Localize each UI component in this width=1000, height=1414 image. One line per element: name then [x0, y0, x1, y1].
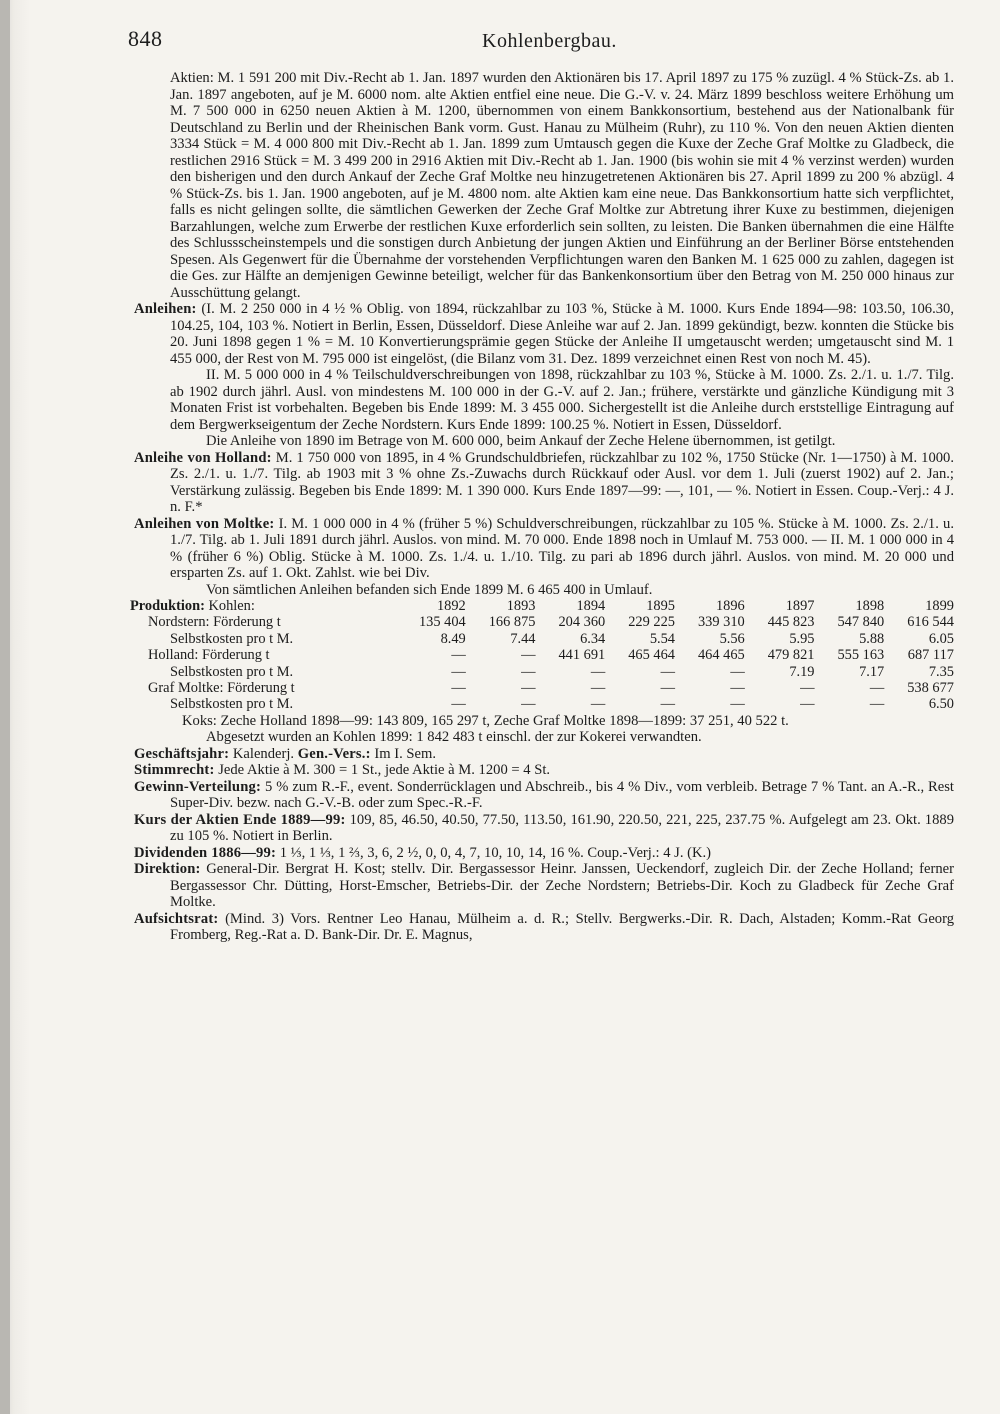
- section-label: Stimmrecht:: [134, 762, 215, 779]
- production-row: [130, 631, 960, 647]
- value-cell: —: [730, 680, 745, 697]
- section-aufsichtsrat: [122, 911, 954, 944]
- section-text: Im I. Sem.: [374, 745, 436, 762]
- page-binding-edge: [0, 0, 10, 1414]
- production-table: [130, 598, 960, 713]
- section-direktion: [122, 861, 954, 911]
- value-cell: 547 840: [837, 614, 885, 631]
- row-label: Selbstkosten pro t M.: [170, 696, 294, 713]
- koks-note: Koks: Zeche Holland 1898—99: 143 809, 165 297 t, Zeche Graf Moltke 1898—1899: 37 251, 40 522 t.: [182, 712, 789, 729]
- value-cell: —: [521, 647, 536, 664]
- anleihen-total: [122, 582, 954, 599]
- row-label: Graf Moltke: Förderung t: [148, 680, 295, 697]
- production-header-row: [130, 598, 960, 614]
- value-cell: —: [869, 680, 885, 697]
- section-anleihen-moltke: [122, 516, 954, 582]
- section-label: Kurs der Aktien Ende 1889—99:: [134, 811, 346, 828]
- section-label: Anleihe von Holland:: [134, 449, 272, 466]
- value-cell: —: [451, 696, 466, 713]
- production-row: [130, 680, 960, 696]
- value-cell: —: [730, 696, 745, 713]
- row-label: Selbstkosten pro t M.: [170, 630, 294, 647]
- value-cell: 687 117: [907, 647, 954, 664]
- page-number: 848: [128, 26, 163, 51]
- value-cell: —: [590, 680, 606, 697]
- section-text: 109, 85, 46.50, 40.50, 77.50, 113.50, 161.90, 220.50, 221, 225, 237.75 %. Aufgelegt am 23. Okt. 1889 zu 105 %. Notiert in Berlin.: [170, 811, 954, 845]
- year-cell: 1896: [715, 598, 745, 614]
- value-cell: 5.54: [649, 630, 675, 647]
- value-cell: —: [800, 696, 815, 713]
- value-cell: —: [451, 680, 466, 697]
- value-cell: 166 875: [488, 614, 536, 631]
- value-cell: 7.17: [859, 663, 885, 680]
- section-label: Anleihen von Moltke:: [134, 515, 275, 532]
- value-cell: —: [521, 680, 536, 697]
- value-cell: 6.34: [580, 630, 606, 647]
- section-anleihen: [122, 301, 954, 367]
- section-text: Von sämtlichen Anleihen befanden sich Ende 1899 M. 6 465 400 in Umlauf.: [206, 581, 653, 598]
- value-cell: —: [660, 663, 675, 680]
- section-label: Gen.-Vers.:: [297, 745, 371, 762]
- section-label: Produktion:: [130, 598, 205, 614]
- section-text: General-Dir. Bergrat H. Kost; stellv. Dir. Bergassessor Heinr. Janssen, Ueckendorf, zugleich Dir. der Zeche Holland; ferner Bergassessor Chr. Dütting, Horst-Emscher, Betriebs-Dir. der Zeche Nordstern; Betriebs-Dir. Koch zu Gladbeck für Zeche Graf Moltke.: [170, 861, 954, 911]
- section-label: Geschäftsjahr:: [134, 745, 230, 762]
- value-cell: —: [451, 647, 466, 664]
- value-cell: —: [590, 663, 606, 680]
- year-cell: 1894: [576, 598, 606, 614]
- production-row: [130, 647, 960, 663]
- section-label: Gewinn-Verteilung:: [134, 778, 262, 795]
- section-dividenden: [122, 845, 954, 862]
- section-text: (Mind. 3) Vors. Rentner Leo Hanau, Mülheim a. d. R.; Stellv. Bergwerks.-Dir. R. Dach, Alstaden; Komm.-Rat Georg Fromberg, Reg.-Rat a. D. Bank-Dir. Dr. E. Magnus,: [170, 910, 954, 944]
- value-cell: 6.50: [928, 696, 954, 713]
- section-label: Direktion:: [134, 861, 201, 878]
- value-cell: —: [451, 663, 466, 680]
- value-cell: 616 544: [907, 614, 954, 631]
- value-cell: 204 360: [558, 614, 606, 631]
- section-gewinn-verteilung: [122, 779, 954, 812]
- running-title: Kohlenbergbau.: [482, 30, 617, 52]
- production-row: [130, 696, 960, 712]
- section-label: Dividenden 1886—99:: [134, 844, 277, 861]
- year-cell: 1898: [855, 598, 885, 614]
- value-cell: 7.35: [928, 663, 954, 680]
- section-label: Anleihen:: [134, 301, 197, 317]
- section-anleihe-holland: [122, 450, 954, 516]
- year-cell: 1893: [506, 598, 536, 614]
- section-stimmrecht: [122, 762, 954, 779]
- value-cell: —: [660, 696, 675, 713]
- anleihen-ii: [122, 367, 954, 433]
- section-text: Kalenderj.: [232, 745, 295, 762]
- section-text: M. 1 750 000 von 1895, in 4 % Grundschuldbriefen, rückzahlbar zu 102 %, 1750 Stücke (Nr. 1—1750) à M. 1000. Zs. 2./1. u. 1./7. Tilg. ab 1903 mit 3 % ohne Zs.-Zuwachs durch Rückkauf oder Ausl. vor dem 1. Juli (zuerst 1902) auf 2. Jan.; Verstärkung zulässig. Begeben bis Ende 1899: M. 1 390 000. Kurs Ende 1897—99: —, 101, — %. Notiert in Essen. Coup.-Verj.: 4 J. n. F.*: [170, 449, 954, 515]
- production-row: [130, 664, 960, 680]
- production-label-cell: [130, 598, 402, 614]
- abgesetzt-note: [122, 729, 954, 746]
- year-cell: 1899: [925, 598, 954, 614]
- value-cell: 8.49: [440, 630, 466, 647]
- value-cell: 5.95: [789, 630, 815, 647]
- row-label: Holland: Förderung t: [148, 647, 270, 664]
- value-cell: 135 404: [418, 614, 466, 631]
- section-text: 5 % zum R.-F., event. Sonderrücklagen und Abschreib., bis 4 % Div., vom verbleib. Betrage 7 % Tant. an A.-R., Rest Super-Div. bezw. nach G.-V.-B. oder zum Spec.-R.-F.: [170, 778, 954, 812]
- year-cell: 1895: [646, 598, 675, 614]
- section-text: Abgesetzt wurden an Kohlen 1899: 1 842 483 t einschl. der zur Kokerei verwandten.: [206, 729, 702, 746]
- value-cell: —: [521, 663, 536, 680]
- value-cell: 465 464: [628, 647, 675, 664]
- value-cell: 229 225: [628, 614, 675, 631]
- section-label: Aufsichtsrat:: [134, 910, 219, 927]
- row-label: Nordstern: Förderung t: [148, 614, 281, 631]
- value-cell: —: [521, 696, 536, 713]
- value-cell: 5.56: [719, 630, 745, 647]
- anleihen-1890: [122, 433, 954, 450]
- value-cell: 445 823: [767, 614, 815, 631]
- value-cell: 7.44: [510, 630, 536, 647]
- aktien-continuation: Aktien: M. 1 591 200 mit Div.-Recht ab 1. Jan. 1897 wurden den Aktionären bis 17. April 1897 zu 175 % zuzügl. 4 % Stück-Zs. ab 1. Jan. 1897 angeboten, auf je M. 6000 nom. alte Aktien entfiel eine neue. Die G.-V. v. 24. März 1899 beschloss weitere Erhöhung um M. 7 500 000 in 6250 neuen Aktien à M. 1200, übernommen von einem Bankkonsortium, bestehend aus der Nationalbank für Deutschland zu Berlin und der Rheinischen Bank vorm. Gust. Hanau zu Mülheim (Ruhr), zu 110 %. Von den neuen Aktien dienten 3334 Stück = M. 4 000 800 mit Div.-Recht ab 1. Jan. 1899 zum Umtausch gegen die Kuxe der Zeche Graf Moltke zu Gladbeck, die restlichen 2916 Stück = M. 3 499 200 in 2916 Aktien mit Div.-Recht ab 1. Jan. 1900 (bis wohin sie mit 4 % verzinst werden) wurden den bisherigen und den durch Ankauf der Zeche Graf Moltke neu hinzugetretenen Aktionären bis 27. April 1899 zu 200 % abzügl. 4 % Stück-Zs. bis 1. Jan. 1900 angeboten, auf je M. 4800 nom. alte Aktien kam eine neue. Das Bankkonsortium hatte sich verpflichtet, falls es nicht gelingen sollte, die sämtlichen Gewerken der Zeche Graf Moltke zur Abtretung ihrer Kuxe zu bestimmen, diejenigen Barzahlungen, welche zum Erwerbe der restlichen Kuxe erforderlich sein sollten, zu leisten. Die Banken übernahmen die eine Hälfte des Schlussscheinstempels und die sonstigen durch Anbietung der jungen Aktien und Einführung an der Berliner Börse entstehenden Spesen. Als Gegenwert für die Übernahme der vorstehenden Verpflichtungen waren den Banken M. 1 625 000 zu zahlen, dagegen ist die Ges. zur Hälfte an demjenigen Gewinne beteiligt, welcher für das Bankenkonsortium über den Betrag von M. 250 000 hinaus zur Ausschüttung gelangt.: [170, 70, 954, 301]
- production-first-label: Kohlen:: [208, 598, 255, 614]
- year-cell: 1897: [785, 598, 815, 614]
- year-cell: 1892: [436, 598, 466, 614]
- value-cell: 6.05: [928, 630, 954, 647]
- value-cell: —: [660, 680, 675, 697]
- value-cell: 479 821: [767, 647, 815, 664]
- value-cell: 5.88: [859, 630, 885, 647]
- value-cell: 339 310: [697, 614, 745, 631]
- section-geschaeftsjahr: [122, 746, 954, 763]
- value-cell: —: [869, 696, 885, 713]
- value-cell: —: [590, 696, 606, 713]
- value-cell: —: [730, 663, 745, 680]
- section-text: 1 ⅓, 1 ⅓, 1 ⅔, 3, 6, 2 ½, 0, 0, 4, 7, 10, 10, 14, 16 %. Coup.-Verj.: 4 J. (K.): [279, 844, 712, 861]
- value-cell: 441 691: [558, 647, 606, 664]
- section-text: Jede Aktie à M. 300 = 1 St., jede Aktie à M. 1200 = 4 St.: [218, 762, 551, 779]
- value-cell: 538 677: [907, 680, 954, 697]
- section-kurs: [122, 812, 954, 845]
- section-text: (I. M. 2 250 000 in 4 ½ % Oblig. von 1894, rückzahlbar zu 103 %, Stücke à M. 1000. Kurs Ende 1894—98: 103.50, 106.30, 104.25, 104, 103 %. Notiert in Berlin, Essen, Düsseldorf. Diese Anleihe war auf 2. Jan. 1899 gekündigt, bezw. konnten die Stücke bis 20. Juni 1898 gegen 1 % = M. 10 Konvertierungsprämie gegen Stücke der Anleihe II umgetauscht werden; umgetauscht sind M. 1 455 000, der Rest von M. 795 000 ist eingelöst, (die Bilanz vom 31. Dez. 1899 verzeichnet einen Rest von noch M. 45).: [170, 301, 954, 367]
- row-label: Selbstkosten pro t M.: [170, 663, 294, 680]
- value-cell: 464 465: [697, 647, 745, 664]
- production-row: [130, 614, 960, 630]
- section-text: I. M. 1 000 000 in 4 % (früher 5 %) Schuldverschreibungen, rückzahlbar zu 105 %. Stücke à M. 1000. Zs. 2./1. u. 1./7. Tilg. ab 1. Juli 1891 durch jährl. Auslos. von mind. M. 70 000. Ende 1898 noch in Umlauf M. 753 000. — II. M. 1 000 000 in 4 % (früher 6 %) Oblig. Stücke à M. 1000. Zs. 1./4. u. 1./10. Tilg. zu pari ab 1896 durch jährl. Auslos. von mind. M. 20 000 und ersparten Zs. auf 1. Okt. Zahlst. wie bei Div.: [170, 515, 954, 581]
- page-body: [122, 70, 954, 944]
- section-text: II. M. 5 000 000 in 4 % Teilschuldverschreibungen von 1898, rückzahlbar zu 103 %, Stücke à M. 1000. Zs. 2./1. u. 1./7. Tilg. ab 1902 durch jährl. Ausl. von mindestens M. 100 000 in der G.-V. auf 2. Jan.; frühere, verstärkte und gänzliche Kündigung mit 3 Monaten Frist ist vorbehalten. Begeben bis Ende 1899: M. 3 455 000. Sichergestellt ist die Anleihe durch erststellige Eintragung auf dem Bergwerkseigentum der Zeche Nordstern. Kurs Ende 1899: 100.25 %. Notiert in Essen, Düsseldorf.: [170, 367, 954, 433]
- value-cell: —: [800, 680, 815, 697]
- value-cell: 555 163: [837, 647, 885, 664]
- section-text: Die Anleihe von 1890 im Betrage von M. 600 000, beim Ankauf der Zeche Helene übernommen, ist getilgt.: [206, 433, 836, 449]
- value-cell: 7.19: [789, 663, 815, 680]
